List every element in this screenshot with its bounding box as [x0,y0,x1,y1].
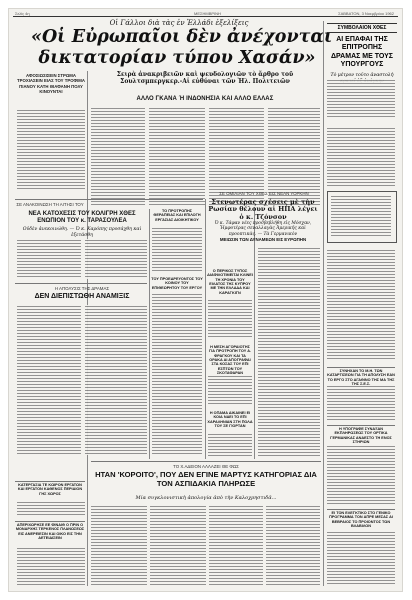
story-headline: ΗΤΑΝ 'ΚΟΡΟΙΤΟ', ΠΟΥ ΔΕΝ ΕΓΙΝΕ ΜΑΡΤΥΣ ΚΑΤΗΓΟΡΙΑΣ ΔΙΑ ΤΟΝ ΑΣΠΙΔΑΚΙΑ ΠΛΗΡΩΣΕ [95,470,317,488]
article-body [17,305,81,455]
story-subhead-bar: ΜΕΙΩΣΙΝ ΤΩΝ ΔΥΝΑΜΕΩΝ ΕΙΣ ΕΥΡΩΠΗΝ [219,237,307,242]
article-body [209,505,263,585]
article-body [327,445,395,505]
side-story-subhead: Τὸ μέτρον τοῦτο ἀναστολὴ [330,72,394,78]
story-headline: Η ΜΕΣΗ ΑΓΟΡΑΙΟΤΗΣ ΓΙΑ ΠΡΟΤΡΟΠΗ ΤΟΥ Α. ΦΡΑΓΚΟΥ ΚΑΙ ΤΑ ΟΡΑΚΑ ΑΙ ΑΠΟΓΡΑΦΑΙ ΣΤΑ ΚΟΣΑΣ ΤΟΥ ΕΠΙ ΕΣΠΤΩΝ ΤΟΥ ΣΚΟΤΑΦΑΡΑΝ [208,345,252,376]
newspaper-name: ΜΕΣΗΜΒΡΙΝΗ [194,11,221,16]
article-body [327,531,395,586]
section-rule [327,425,395,426]
section-rule [91,461,321,462]
headline-line-2: δικτατορίαν τύπου Χασάν» [38,47,316,68]
article-body [152,293,202,455]
article-body [85,239,147,279]
article-body [208,375,252,405]
story-headline: ΚΑΤΕΡΓΑΣΙΑ ΤΕ ΚΩΙΡΟΝ ΕΡΓΑΤΩΝ ΚΑΙ ΕΡΓΑΤΟΝ ΚΑΘΕΝΟΣ ΠΕΡΙΑΙΟΝ ΓΗΣ ΧΩΡΟΣ [17,483,83,496]
article-body [85,305,147,455]
article-body [150,505,206,585]
headline-subbar: ΑΛΛΟ ΓΚΑΝΑ Ή ΙΝΔΟΝΗΣΙΑ ΚΑΙ ΑΛΛΟ ΕΛΛΑΣ [136,96,274,102]
story-headline: ΕΙ ΤΟΝ ΕΛΕΓΚΤΙΚΟ ΣΤΟ ΓΕΝΙΚΟ ΠΡΟΓΡΑΜΜΑ ΤΟΝ ΑΠΡΕ ΜΕΣΑΣ ΑΙ ΒΕΒΡΑΙΟΣ ΤΟ ΠΡΟΙΟΝΤΟΣ ΤΩΝ ΒΛΑΒΙΛΟΝ [329,511,393,529]
article-body [17,109,85,191]
article-body [327,249,395,359]
article-body [331,195,391,237]
section-label: Η ΑΠΟΛΥΣΙΣ ΤΗΣ ΔΡΑΜΑΣ [54,286,110,291]
article-body [17,239,81,279]
headline-subhead: Σειρὰ ἀνακριβειῶν καὶ ψευδολογιῶν τὸ ἄρθρο τοῦ Σουλτσμπεργκερ.-Αἱ εὐθύναι τῶν Ἠλ. Πολιτειῶν [116,71,294,85]
story-headline: Ο ΠΕΡΙΚΟΣ ΤΥΠΟΣ ΔΙΑΦΙΛΟΤΙΜΕΙΤΑΙ ΚΛΙΝΕΙ ΤΗ ΧΡΟΝΙΑ ΤΟΥ ΕΙΛΑΤΟΣ ΤΗΣ ΚΥΠΡΟΥ ΜΕ ΤΗΝ ΕΛΛΑΔΑ ΚΑΙ ΚΑΡΑΓΚΙΓΝ [207,269,253,295]
article-body [91,505,147,585]
column-rule [205,199,206,459]
article-body [327,127,395,187]
newspaper-page [9,9,402,591]
section-rule [327,367,395,368]
small-box-title: ΤΟΥ ΠΡΟΕΔΡΕΥΟΝΤΟΣ ΤΟΥ ΚΟΙΝΟΥ ΤΟΥ ΕΠΙΘΕΩΡΗΤΟΥ ΤΟΥ ΕΡΓΟΥ [151,277,203,290]
section-rule [327,509,395,510]
section-rule [15,199,203,200]
story-subhead: Οὐδὲν ἀνεκοινώθη. — Ὁ κ. Καρόπης προσάχθη καὶ ἐξετάσθη [22,227,142,238]
section-label: ΣΕ ΑΝΑΚΟΙΝΩΣΗ ΤΗ ΑΙΤΗΣΙ ΤΟΥ [16,202,84,207]
story-headline: Η ΥΠΟΓΡΑΦΕ ΣΥΝΑΞΑΝ ΕΚΠΛΗΡΩΣΕΩΣ ΤΟΥ ΟΡΤΙΚΑ ΓΕΡΜΑΝΙΚΑΣ ΑΝΑΕΣΤΟ ΤΗ ΕΝΟΣ ΣΤΗΡΙΩΝ [330,427,392,445]
story-headline: Στενωτέρας σχέσεις μὲ τὴν Ρωσίαν θέλουν αἱ ΗΠΑ λέγει ὁ κ. Τζόνσον [208,198,318,221]
article-body [258,247,320,457]
side-story-headline: ΑΙ ΕΠΑΦΑΙ ΤΗΣ ΕΠΙΤΡΟΠΗΣ ΔΡΑΜΑΣ ΜΕ ΤΟΥΣ ΥΠΟΥΡΓΟΥΣ [331,36,393,69]
main-headline [31,27,333,68]
story-subhead: Μία συγκλονιστικὴ ἀπολογία ἀπὸ τὴν Καλοχρηστιδᾶ... [135,495,277,501]
article-body [266,505,320,585]
article-body [17,547,85,585]
top-rule [13,16,398,17]
side-story-label: ΣΥΜΒΟΛΑΙΟΝ ΧΘΕΣ [327,23,397,33]
story-subhead: Ὁ κ. Τάφαν νέες προσβεβλήθη εἰς Μόσχαν, Ἠμφοτέρας σεναλλαγὰς Ἀμερικῆς καὶ προοπτικὰς. — Τὰ Γερμανικὸν [214,221,312,237]
headline-kicker: Οἱ Γάλλοι διὰ τὰς ἐν Ἑλλάδι ἐξελίξεις [109,19,249,27]
story-headline: Η ΟΠΑΜΑ ΔΙΚΑΙΝΕΙ ΕΙ ΚΟΙΑ ΝΑΕΙ ΤΟ ΕΠΙ ΧΑΡΑΛΗΝΙΑΝ ΣΤΗ ΠΟΛΑ ΤΟΥ ΣΕ ΓΙΟΡΤΑΝ [207,411,253,429]
section-rule [15,283,147,284]
article-body [327,79,395,119]
column-rule [323,21,324,586]
article-body [91,107,145,207]
story-headline: ΔΕΝ ΔΙΕΠΙΣΤΩΘΗ ΑΝΑΜΙΞΙΣ [34,293,130,300]
column-rule [149,209,150,459]
page-number: Σελίς 4η [15,11,30,16]
left-column-headline: ΑΦΟΣΙΩΣΙΣΕΙΝ ΣΤΡΩΜΑ ΤΡΟΧΙΑΣΕΙΝ ΕΙΑΣ ΤΟΥ ΤΡΟΦΙΜΑ ΠΙΑΝΟΥ ΚΑΤΗ ΘΙΑΦΑΝΗ ΠΟΛΥ ΚΙΝΟΥΝΤΑΙ [17,73,85,95]
article-body [149,107,205,207]
article-body [17,501,85,517]
story-headline: ΝΕΑ ΚΑΤΟΧΕΣΙΣ ΤΟΥ ΚΟΛΙΓΡΗ ΧΘΕΣ ΕΝΩΠΙΟΝ ΤΟΥ κ. ΤΑΡΑΣΟΥΛΕΑ [28,211,136,224]
side-story-header [327,23,397,85]
section-label: ΣΕ ΟΜΙΛΙΑΝ ΤΟΥ ΧΘΕΣ ΕΙΣ ΝΕΑΝ ΥΟΡΚΗΝ [219,191,309,196]
story-headline: ΣΥΝΗΧΑΝ ΤΟ Μ.Η. ΤΩΝ ΚΑΤΑΡΤΙΣΕΩΝ ΓΙΑ ΤΗ ΑΠΟΛΥΣΗ ΕΑΝ ΤΟ ΕΡΓΟ ΣΤΟ ΑΓΑΘΙΝΟ ΤΗΣ ΜΑ ΤΗΣ [327,369,395,382]
article-body [152,227,202,272]
section-label: ΤΟ Χ.ΑΔΕΙΟΝ ΑΛΛΑΖΕΙ ΘΕ ΦΩΣ [173,464,239,469]
article-body [208,299,252,339]
story-headline: ΑΠΕΡΙΧΩΡΗΣΕ ΕΕ ΦΙΝΑΙΘ Ο ΠΡΙΝ Ο ΜΟΝΑΡΧΗΣ ΤΕΡΚΕΝΟΣ ΠΛΑΝΩΣΕΩΣ ΕΙΣ ΑΝΕΡΕΙΕΣΙΝ ΚΑΙ ΟΙΚΟ ΕΙΣ ΤΗΝ ΑΕΤΕΙΔΙΣΕΙΝ [15,523,85,541]
article-body [208,433,252,457]
section-rule [15,481,85,482]
article-body [327,385,395,421]
headline-line-1: «Οἱ Εὐρωπαῖοι δὲν ἀνέχονται [31,27,333,47]
issue-date: ΣΑΒΒΑΤΟΝ, 3 Νοεμβρίου 1962 [338,11,394,16]
section-rule [15,521,85,522]
small-box-title: ΤΟ ΠΡΟΤΡΟΠΗΣ ΘΕΡΑΠΕΙΑΣ ΚΑΙ ΕΠΙΛΟΓΗ ΕΡΓΑΣΙΑΣ ΔΙΟΙΚΗΤΙΚΟΥ [153,209,201,222]
